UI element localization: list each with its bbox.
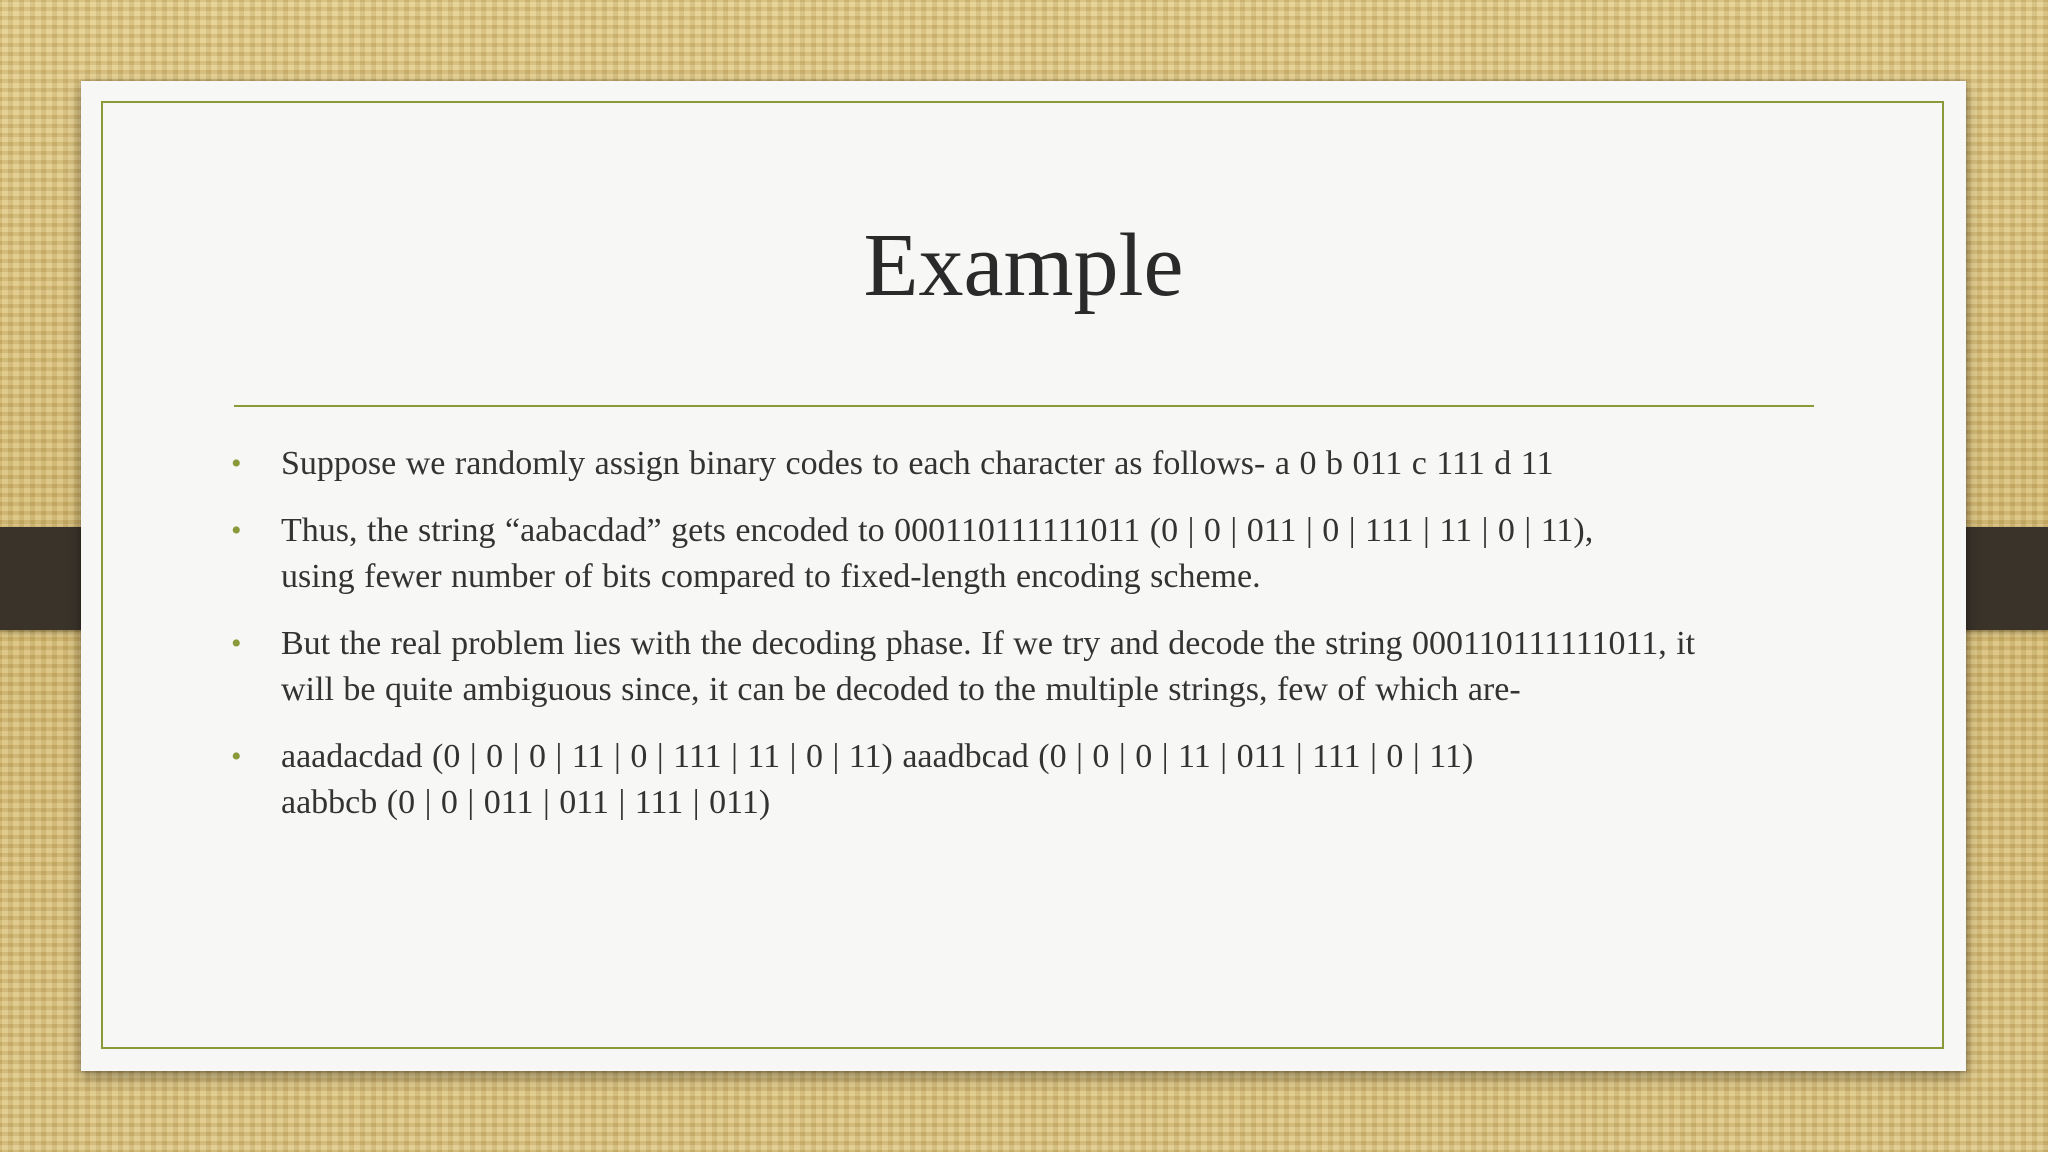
bullet-item bbox=[231, 441, 1881, 487]
bullet-dot-icon: • bbox=[231, 740, 242, 773]
bullet-dot-icon: • bbox=[231, 627, 242, 660]
bullet-line: Thus, the string “aabacdad” gets encoded to 000110111111011 (0 | 0 | 011 | 0 | 111 | 11 | 0 | 11), bbox=[281, 512, 1594, 549]
bullet-item bbox=[231, 621, 1881, 713]
bullet-item bbox=[231, 508, 1881, 600]
bullet-line: will be quite ambiguous since, it can be decoded to the multiple strings, few of which are- bbox=[281, 671, 1521, 708]
bullet-dot-icon: • bbox=[231, 447, 242, 480]
bullet-dot-icon: • bbox=[231, 514, 242, 547]
title-divider bbox=[234, 405, 1814, 407]
slide bbox=[81, 81, 1966, 1071]
bullet-line: aabbcb (0 | 0 | 011 | 011 | 111 | 011) bbox=[281, 784, 771, 821]
slide-title: Example bbox=[863, 216, 1184, 315]
bullet-line: aaadacdad (0 | 0 | 0 | 11 | 0 | 111 | 11 | 0 | 11) aaadbcad (0 | 0 | 0 | 11 | 011 | 111 | 0 | 11) bbox=[281, 738, 1474, 775]
bullet-line: Suppose we randomly assign binary codes to each character as follows- a 0 b 011 c 111 d 11 bbox=[281, 445, 1554, 482]
bullet-list bbox=[231, 441, 1881, 847]
bullet-line: using fewer number of bits compared to fixed-length encoding scheme. bbox=[281, 558, 1261, 595]
bullet-line: But the real problem lies with the decoding phase. If we try and decode the string 000110111111011, it bbox=[281, 625, 1696, 662]
bullet-item bbox=[231, 734, 1881, 826]
